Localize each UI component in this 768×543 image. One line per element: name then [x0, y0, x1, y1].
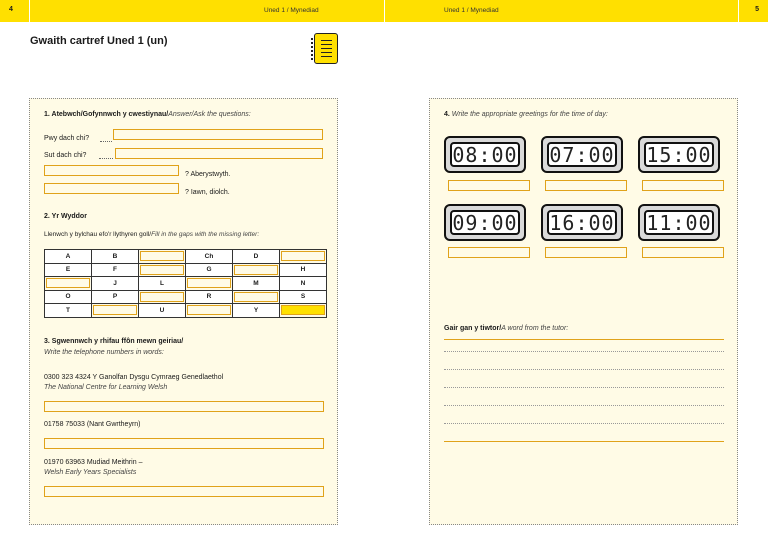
question-1: Pwy dach chi? — [44, 135, 90, 142]
letter-cell: B — [92, 250, 139, 264]
phone-item-3: 01970 63963 Mudiad Meithrin – — [44, 459, 143, 466]
table-row — [45, 304, 327, 318]
letter-gap-field[interactable] — [280, 304, 327, 318]
dotted-line — [99, 158, 113, 159]
header-divider — [29, 0, 30, 22]
clock-0800: 08:00 — [444, 136, 526, 173]
tutor-line — [444, 423, 724, 424]
tutor-heading: Gair gan y tiwtor/A word from the tutor: — [444, 325, 569, 332]
letter-cell: E — [45, 263, 92, 277]
letter-gap-field[interactable] — [139, 250, 186, 264]
tutor-line — [444, 339, 724, 340]
letter-gap-field[interactable] — [186, 277, 233, 291]
letter-cell: R — [186, 290, 233, 304]
header-bar — [0, 0, 768, 22]
running-header-right: Uned 1 / Mynediad — [444, 7, 499, 14]
letter-gap-field[interactable] — [280, 250, 327, 264]
letter-cell: Ch — [186, 250, 233, 264]
clock-1600: 16:00 — [541, 204, 623, 241]
clock-0900: 09:00 — [444, 204, 526, 241]
tutor-line — [444, 351, 724, 352]
greeting-field-5[interactable] — [545, 247, 627, 258]
letter-cell: F — [92, 263, 139, 277]
tutor-line — [444, 387, 724, 388]
question-field-3[interactable] — [44, 165, 179, 176]
letter-gap-field[interactable] — [233, 263, 280, 277]
answer-field-2[interactable] — [115, 148, 323, 159]
letter-gap-field[interactable] — [186, 304, 233, 318]
letter-cell: J — [92, 277, 139, 291]
header-divider — [384, 0, 385, 22]
letter-cell: L — [139, 277, 186, 291]
letter-gap-field[interactable] — [45, 277, 92, 291]
header-divider — [738, 0, 739, 22]
clock-0700: 07:00 — [541, 136, 623, 173]
dotted-line — [100, 141, 112, 142]
section3-heading: 3. Sgwennwch y rhifau ffôn mewn geiriau/ — [44, 338, 184, 345]
greeting-field-1[interactable] — [448, 180, 530, 191]
clock-1500: 15:00 — [638, 136, 720, 173]
letter-cell: M — [233, 277, 280, 291]
letter-cell: Y — [233, 304, 280, 318]
letter-gap-field[interactable] — [233, 290, 280, 304]
letter-cell: S — [280, 290, 327, 304]
phone-answer-3[interactable] — [44, 486, 324, 497]
greeting-field-3[interactable] — [642, 180, 724, 191]
page-number-right: 5 — [755, 6, 759, 13]
phone-item-1-en: The National Centre for Learning Welsh — [44, 384, 168, 391]
running-header-left: Uned 1 / Mynediad — [264, 7, 319, 14]
phone-item-1: 0300 323 4324 Y Ganolfan Dysgu Cymraeg Genedlaethol — [44, 374, 224, 381]
answer-4: ? Iawn, diolch. — [185, 189, 230, 196]
letter-cell: N — [280, 277, 327, 291]
section4-heading: 4. Write the appropriate greetings for the time of day: — [444, 111, 608, 118]
alphabet-table — [44, 249, 327, 318]
letter-cell: A — [45, 250, 92, 264]
question-field-4[interactable] — [44, 183, 179, 194]
letter-gap-field[interactable] — [139, 263, 186, 277]
answer-3: ? Aberystwyth. — [185, 171, 231, 178]
greeting-field-4[interactable] — [448, 247, 530, 258]
table-row — [45, 277, 327, 291]
section2-instruction: Llenwch y bylchau efo'r llythyren goll/Fill in the gaps with the missing letter: — [44, 231, 260, 238]
letter-cell: H — [280, 263, 327, 277]
page-title: Gwaith cartref Uned 1 (un) — [30, 35, 168, 47]
letter-gap-field[interactable] — [139, 290, 186, 304]
phone-answer-2[interactable] — [44, 438, 324, 449]
answer-field-1[interactable] — [113, 129, 323, 140]
letter-cell: P — [92, 290, 139, 304]
tutor-line — [444, 369, 724, 370]
tutor-line — [444, 405, 724, 406]
question-2: Sut dach chi? — [44, 152, 87, 159]
section3-heading-en: Write the telephone numbers in words: — [44, 349, 164, 356]
letter-cell: D — [233, 250, 280, 264]
phone-item-3-en: Welsh Early Years Specialists — [44, 469, 137, 476]
letter-cell: T — [45, 304, 92, 318]
section1-heading: 1. Atebwch/Gofynnwch y cwestiynau/Answer/Ask the questions: — [44, 111, 251, 118]
phone-answer-1[interactable] — [44, 401, 324, 412]
letter-cell: G — [186, 263, 233, 277]
letter-gap-field[interactable] — [92, 304, 139, 318]
letter-cell: O — [45, 290, 92, 304]
greeting-field-2[interactable] — [545, 180, 627, 191]
table-row — [45, 250, 327, 264]
letter-cell: U — [139, 304, 186, 318]
page-number-left: 4 — [9, 6, 13, 13]
table-row — [45, 290, 327, 304]
section2-heading: 2. Yr Wyddor — [44, 213, 87, 220]
tutor-line — [444, 441, 724, 442]
phone-item-2: 01758 75033 (Nant Gwrtheyrn) — [44, 421, 141, 428]
table-row — [45, 263, 327, 277]
clock-1100: 11:00 — [638, 204, 720, 241]
greeting-field-6[interactable] — [642, 247, 724, 258]
notebook-icon — [314, 33, 338, 64]
